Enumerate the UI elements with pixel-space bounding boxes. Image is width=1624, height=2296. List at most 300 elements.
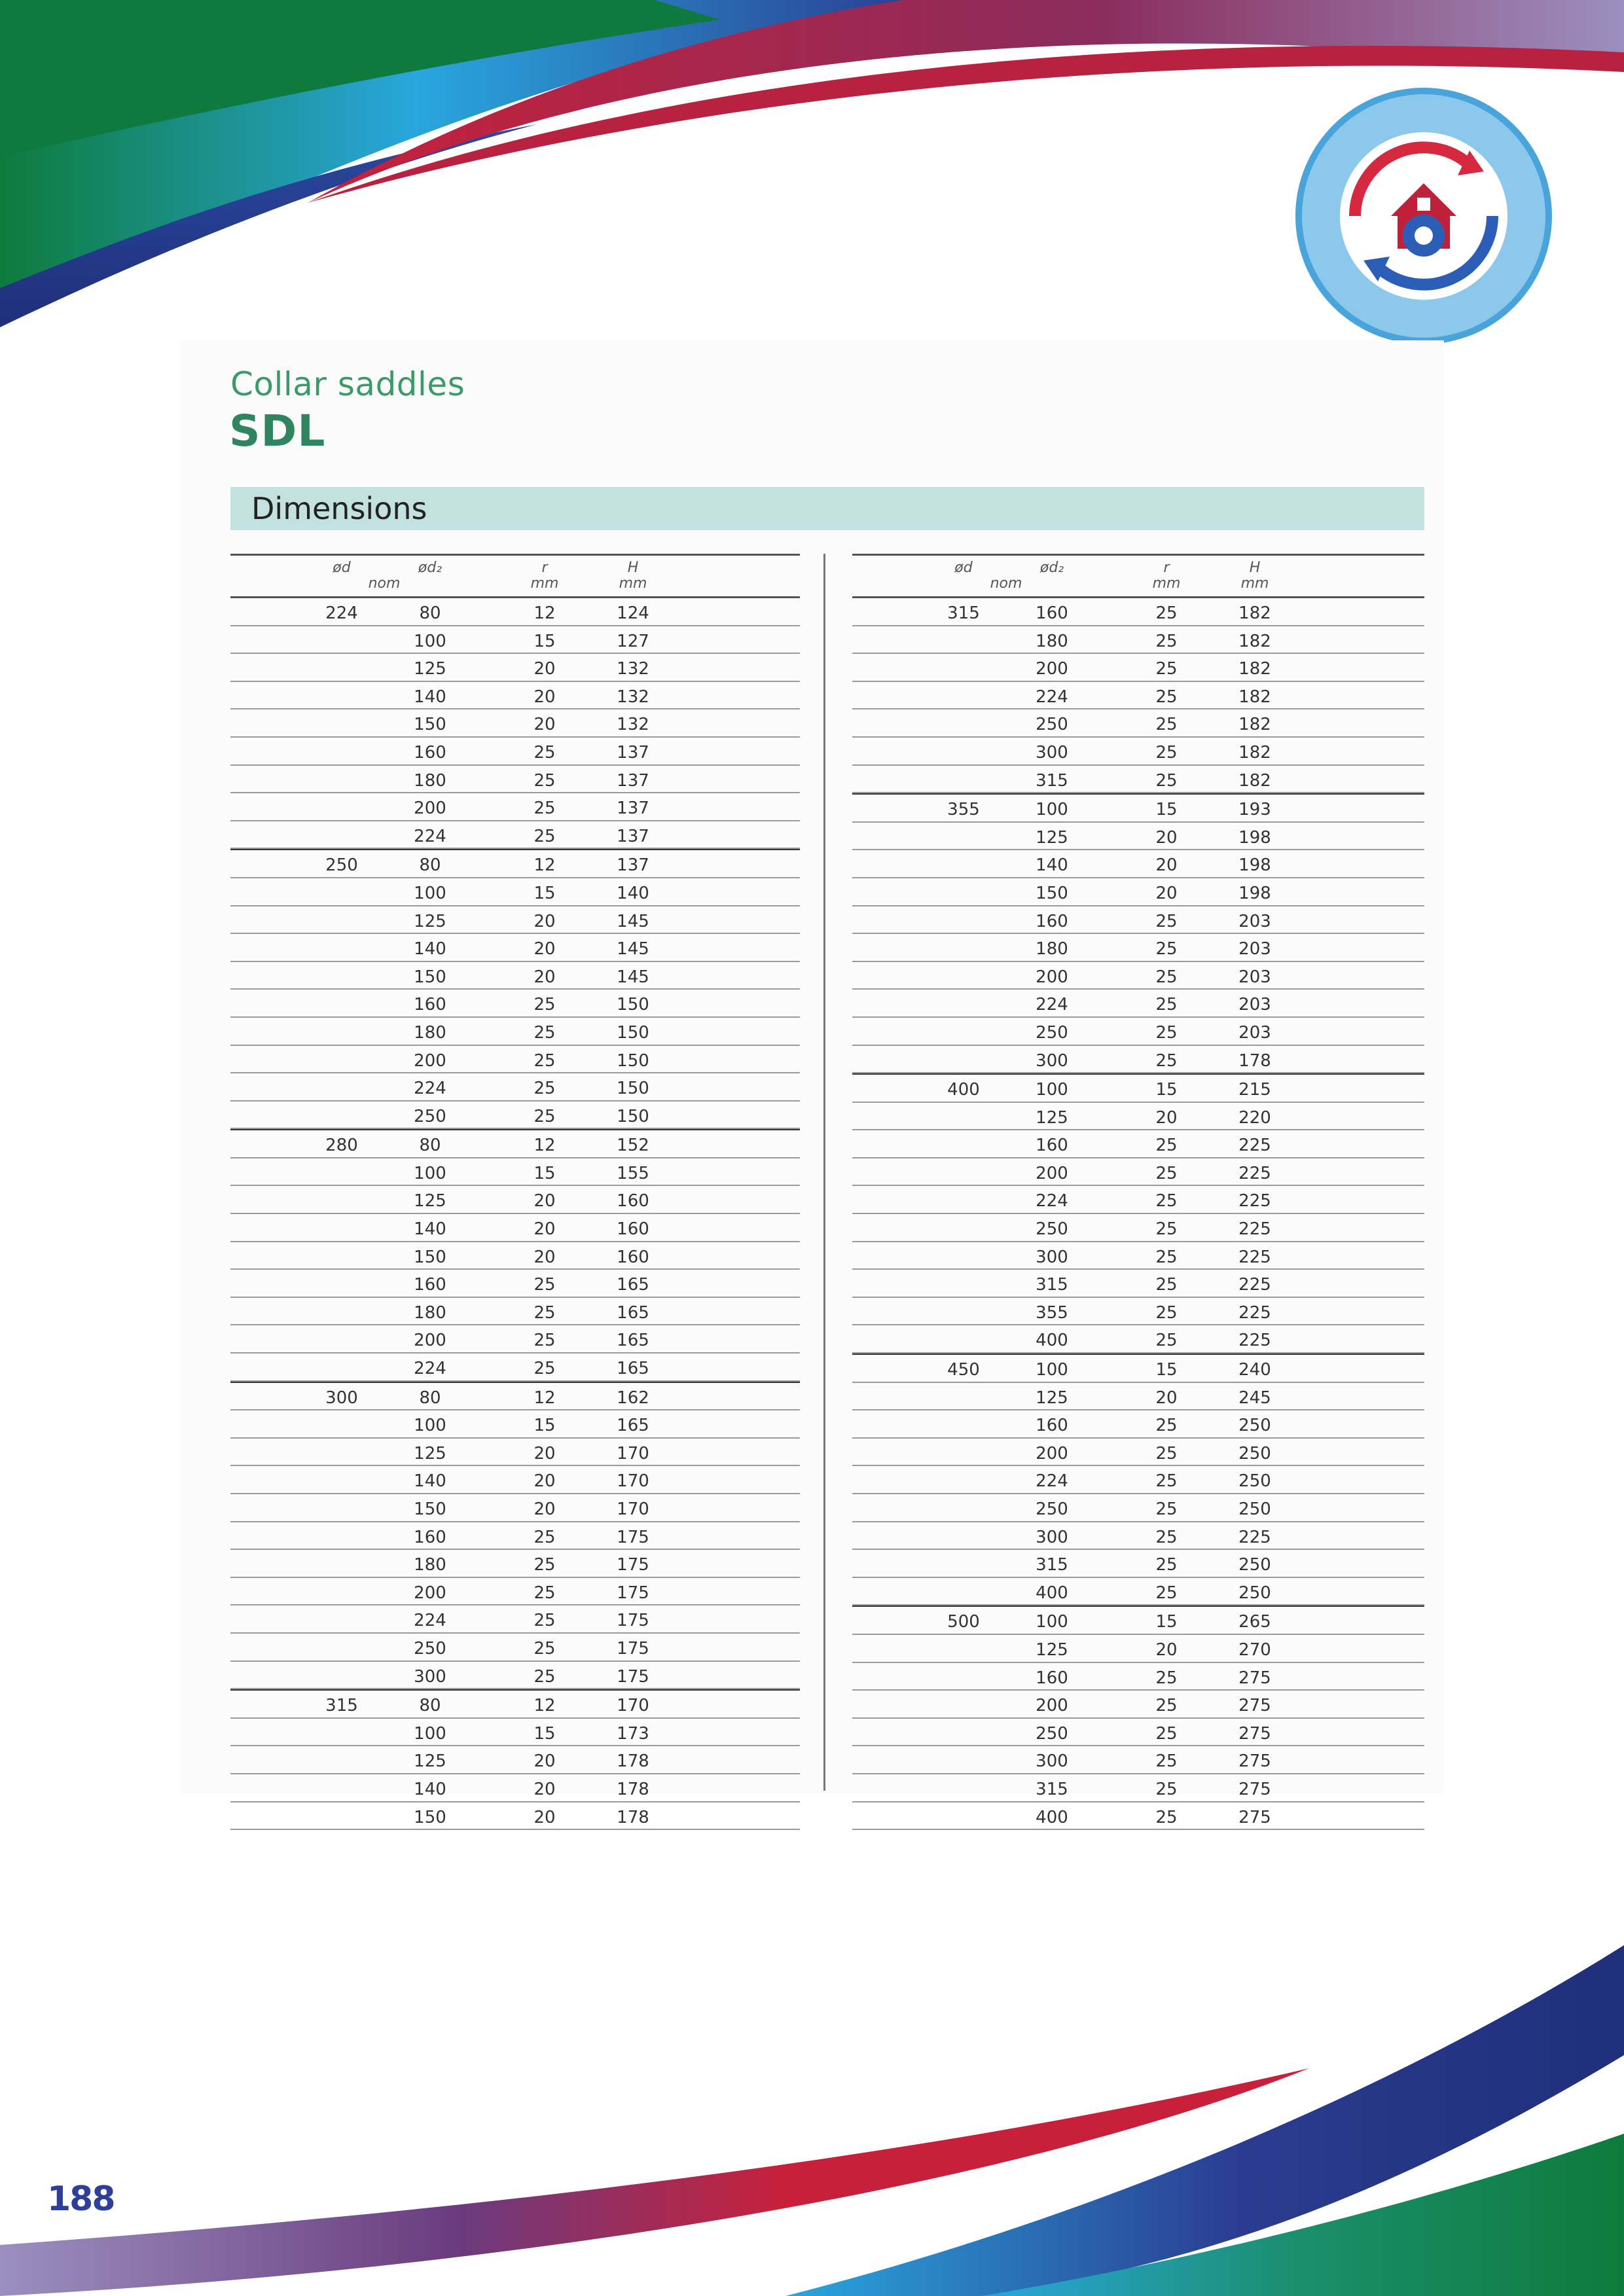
cell-h: 137 xyxy=(617,855,649,876)
cell-r: 25 xyxy=(533,1583,556,1603)
cell-d2: 140 xyxy=(414,1471,446,1492)
cell-h: 170 xyxy=(617,1499,649,1519)
cell-r: 25 xyxy=(533,1555,556,1575)
table-row xyxy=(852,1635,1424,1663)
table-row xyxy=(852,709,1424,738)
cell-r: 25 xyxy=(533,1106,556,1126)
cell-h: 182 xyxy=(1238,742,1271,762)
cell-r: 20 xyxy=(533,1779,556,1799)
table-row xyxy=(852,1439,1424,1467)
cell-h: 215 xyxy=(1238,1080,1271,1100)
cell-d2: 300 xyxy=(414,1666,446,1687)
cell-d2: 160 xyxy=(1036,1416,1068,1436)
cell-h: 240 xyxy=(1238,1360,1271,1380)
cell-d2: 224 xyxy=(1036,995,1068,1015)
cell-d2: 250 xyxy=(1036,1219,1068,1240)
table-row xyxy=(230,1158,800,1187)
cell-r: 20 xyxy=(1155,1388,1178,1408)
table-row xyxy=(230,1605,800,1634)
table-row xyxy=(852,1605,1424,1635)
cell-d2: 160 xyxy=(414,1275,446,1295)
cell-r: 25 xyxy=(1155,687,1178,707)
cell-r: 25 xyxy=(1155,1443,1178,1463)
cell-r: 25 xyxy=(533,826,556,846)
cell-d2: 150 xyxy=(414,1499,446,1519)
cell-d2: 250 xyxy=(414,1106,446,1126)
cell-h: 124 xyxy=(617,603,649,623)
cell-d2: 400 xyxy=(1036,1583,1068,1603)
cell-d: 400 xyxy=(947,1080,980,1100)
cell-d2: 224 xyxy=(1036,1191,1068,1211)
cell-d2: 140 xyxy=(414,687,446,707)
cell-r: 12 xyxy=(533,603,556,623)
cell-h: 225 xyxy=(1238,1219,1271,1240)
table-row xyxy=(852,1494,1424,1522)
cell-r: 25 xyxy=(1155,1471,1178,1492)
cell-h: 175 xyxy=(617,1611,649,1631)
cell-d2: 140 xyxy=(414,1779,446,1799)
table-row xyxy=(852,906,1424,935)
cell-r: 25 xyxy=(1155,659,1178,679)
cell-d2: 100 xyxy=(414,1723,446,1744)
cell-d2: 400 xyxy=(1036,1807,1068,1827)
table-row xyxy=(230,1662,800,1690)
cell-h: 145 xyxy=(617,939,649,960)
cell-r: 12 xyxy=(533,855,556,876)
cell-r: 25 xyxy=(1155,1331,1178,1351)
cell-h: 127 xyxy=(617,631,649,651)
table-row xyxy=(852,878,1424,906)
table-row xyxy=(852,738,1424,766)
cell-h: 225 xyxy=(1238,1163,1271,1183)
cell-h: 225 xyxy=(1238,1275,1271,1295)
cell-d2: 300 xyxy=(1036,1050,1068,1071)
table-row xyxy=(852,1073,1424,1103)
cell-h: 150 xyxy=(617,995,649,1015)
cell-d: 315 xyxy=(947,603,980,623)
cell-d2: 100 xyxy=(1036,1612,1068,1632)
table-row xyxy=(852,962,1424,990)
table-row xyxy=(852,1242,1424,1270)
cell-h: 245 xyxy=(1238,1388,1271,1408)
bottom-decorative-swoosh xyxy=(0,1937,1624,2296)
table-row xyxy=(230,849,800,878)
table-header xyxy=(852,556,1424,598)
cell-r: 25 xyxy=(1155,1275,1178,1295)
table-row xyxy=(852,766,1424,794)
cell-d2: 315 xyxy=(1036,1275,1068,1295)
col-header-r-unit: mm xyxy=(530,575,559,592)
cell-h: 225 xyxy=(1238,1136,1271,1156)
table-row xyxy=(852,823,1424,851)
table-header xyxy=(230,556,800,598)
product-subtitle: Collar saddles xyxy=(230,365,465,403)
cell-h: 155 xyxy=(617,1163,649,1183)
cell-r: 25 xyxy=(1155,1499,1178,1519)
table-row xyxy=(852,1466,1424,1494)
table-row xyxy=(230,1689,800,1719)
cell-r: 25 xyxy=(533,1666,556,1687)
table-row xyxy=(852,1774,1424,1803)
table-row xyxy=(852,654,1424,682)
cell-r: 20 xyxy=(533,1443,556,1463)
cell-d2: 300 xyxy=(1036,1527,1068,1547)
cell-r: 20 xyxy=(533,939,556,960)
cell-r: 15 xyxy=(1155,1080,1178,1100)
cell-d: 300 xyxy=(325,1388,358,1408)
cell-r: 25 xyxy=(533,798,556,819)
cell-r: 15 xyxy=(533,1163,556,1183)
cell-h: 165 xyxy=(617,1302,649,1323)
table-row xyxy=(230,1073,800,1102)
col-header-r-unit: mm xyxy=(1152,575,1181,592)
cell-d2: 200 xyxy=(414,1583,446,1603)
cell-d2: 150 xyxy=(414,1247,446,1267)
cell-r: 15 xyxy=(1155,800,1178,820)
cell-h: 175 xyxy=(617,1638,649,1659)
cell-r: 20 xyxy=(533,1751,556,1772)
table-row xyxy=(230,1129,800,1158)
table-row xyxy=(852,1046,1424,1074)
cell-d2: 80 xyxy=(419,1136,441,1156)
table-row xyxy=(852,1663,1424,1691)
col-header-d2: ød₂ xyxy=(418,560,442,576)
cell-h: 225 xyxy=(1238,1302,1271,1323)
cell-d2: 160 xyxy=(1036,1668,1068,1688)
table-row xyxy=(230,1803,800,1831)
cell-d2: 150 xyxy=(414,1807,446,1827)
table-row xyxy=(852,850,1424,878)
table-row xyxy=(230,766,800,794)
cell-r: 25 xyxy=(1155,1022,1178,1043)
cell-d2: 150 xyxy=(1036,883,1068,903)
table-row xyxy=(852,793,1424,823)
cell-d2: 100 xyxy=(414,1163,446,1183)
cell-d2: 150 xyxy=(414,715,446,735)
cell-r: 12 xyxy=(533,1136,556,1156)
cell-h: 225 xyxy=(1238,1331,1271,1351)
cell-r: 25 xyxy=(533,1611,556,1631)
cell-d2: 200 xyxy=(1036,1443,1068,1463)
cell-r: 20 xyxy=(533,1219,556,1240)
cell-r: 20 xyxy=(533,911,556,931)
cell-d: 250 xyxy=(325,855,358,876)
cell-h: 250 xyxy=(1238,1471,1271,1492)
cell-r: 20 xyxy=(533,687,556,707)
cell-h: 165 xyxy=(617,1275,649,1295)
cell-r: 25 xyxy=(1155,742,1178,762)
cell-d2: 160 xyxy=(414,1527,446,1547)
table-row xyxy=(230,1298,800,1326)
cell-d2: 355 xyxy=(1036,1302,1068,1323)
col-header-nom: nom xyxy=(990,575,1022,592)
section-title: Dimensions xyxy=(251,491,427,526)
cell-d2: 125 xyxy=(1036,1388,1068,1408)
table-row xyxy=(230,793,800,821)
cell-h: 175 xyxy=(617,1583,649,1603)
cell-h: 225 xyxy=(1238,1527,1271,1547)
cell-d2: 300 xyxy=(1036,1751,1068,1772)
table-row xyxy=(852,1522,1424,1551)
cell-d2: 224 xyxy=(1036,687,1068,707)
cell-h: 160 xyxy=(617,1219,649,1240)
cell-d2: 200 xyxy=(1036,1696,1068,1716)
cell-h: 170 xyxy=(617,1443,649,1463)
table-row xyxy=(852,1214,1424,1242)
table-row xyxy=(852,1383,1424,1411)
cell-r: 25 xyxy=(1155,1723,1178,1744)
cell-h: 203 xyxy=(1238,911,1271,931)
cell-h: 150 xyxy=(617,1079,649,1099)
cell-d2: 180 xyxy=(1036,939,1068,960)
cell-r: 20 xyxy=(1155,1107,1178,1128)
table-row xyxy=(230,934,800,962)
table-row xyxy=(852,626,1424,655)
col-header-nom: nom xyxy=(368,575,401,592)
cell-h: 132 xyxy=(617,687,649,707)
cell-r: 25 xyxy=(1155,1163,1178,1183)
cell-h: 182 xyxy=(1238,687,1271,707)
page-number: 188 xyxy=(47,2179,115,2219)
cell-r: 12 xyxy=(533,1696,556,1716)
cell-r: 25 xyxy=(533,770,556,791)
cell-h: 182 xyxy=(1238,659,1271,679)
cell-r: 25 xyxy=(1155,770,1178,791)
cell-r: 25 xyxy=(533,1302,556,1323)
cell-h: 152 xyxy=(617,1136,649,1156)
col-header-h: H xyxy=(1249,560,1261,576)
cell-h: 175 xyxy=(617,1555,649,1575)
table-row xyxy=(852,1018,1424,1046)
cell-d2: 160 xyxy=(1036,911,1068,931)
col-header-h: H xyxy=(627,560,639,576)
table-row xyxy=(230,1746,800,1774)
cell-d2: 180 xyxy=(414,770,446,791)
col-header-d: ød xyxy=(954,560,973,576)
cell-d2: 180 xyxy=(414,1302,446,1323)
cell-d2: 160 xyxy=(1036,603,1068,623)
cell-d2: 224 xyxy=(414,1611,446,1631)
table-row xyxy=(230,1719,800,1747)
cell-h: 193 xyxy=(1238,800,1271,820)
cell-d2: 100 xyxy=(1036,1080,1068,1100)
cell-h: 225 xyxy=(1238,1247,1271,1267)
cell-d2: 300 xyxy=(1036,742,1068,762)
cell-h: 182 xyxy=(1238,770,1271,791)
cell-d: 224 xyxy=(325,603,358,623)
table-row xyxy=(852,1578,1424,1606)
cell-r: 25 xyxy=(1155,1668,1178,1688)
table-row xyxy=(230,1578,800,1606)
cell-h: 132 xyxy=(617,715,649,735)
cell-d2: 200 xyxy=(414,798,446,819)
cell-r: 25 xyxy=(1155,603,1178,623)
table-row xyxy=(852,1691,1424,1719)
cell-r: 25 xyxy=(1155,1555,1178,1575)
cell-h: 275 xyxy=(1238,1723,1271,1744)
cell-h: 162 xyxy=(617,1388,649,1408)
cell-h: 150 xyxy=(617,1106,649,1126)
cell-d2: 200 xyxy=(1036,659,1068,679)
cell-h: 198 xyxy=(1238,883,1271,903)
cell-d2: 125 xyxy=(1036,827,1068,848)
col-header-r: r xyxy=(1163,560,1170,576)
cell-d: 280 xyxy=(325,1136,358,1156)
dimensions-table-left xyxy=(230,554,800,1830)
cell-h: 182 xyxy=(1238,715,1271,735)
cell-r: 25 xyxy=(1155,715,1178,735)
table-row xyxy=(230,1634,800,1662)
cell-r: 15 xyxy=(1155,1360,1178,1380)
cell-d2: 100 xyxy=(414,883,446,903)
cell-h: 203 xyxy=(1238,1022,1271,1043)
table-row xyxy=(852,1803,1424,1831)
cell-r: 25 xyxy=(533,995,556,1015)
cell-r: 20 xyxy=(1155,883,1178,903)
cell-r: 25 xyxy=(1155,1416,1178,1436)
cell-r: 25 xyxy=(533,1331,556,1351)
cell-d: 315 xyxy=(325,1696,358,1716)
cell-r: 25 xyxy=(1155,911,1178,931)
cell-d2: 100 xyxy=(414,1416,446,1436)
table-row xyxy=(852,1186,1424,1214)
cell-r: 15 xyxy=(533,631,556,651)
cell-h: 275 xyxy=(1238,1668,1271,1688)
cell-r: 25 xyxy=(1155,967,1178,987)
cell-h: 178 xyxy=(617,1779,649,1799)
cell-d2: 100 xyxy=(414,631,446,651)
table-row xyxy=(852,1298,1424,1326)
cell-r: 25 xyxy=(1155,1527,1178,1547)
cell-d2: 250 xyxy=(1036,1499,1068,1519)
cell-d2: 160 xyxy=(414,995,446,1015)
cell-h: 182 xyxy=(1238,603,1271,623)
table-row xyxy=(230,1102,800,1130)
cell-r: 25 xyxy=(533,1050,556,1071)
cell-r: 25 xyxy=(1155,1136,1178,1156)
cell-d2: 200 xyxy=(1036,967,1068,987)
cell-r: 25 xyxy=(1155,1696,1178,1716)
cell-d2: 150 xyxy=(414,967,446,987)
cell-d2: 125 xyxy=(1036,1107,1068,1128)
cell-r: 25 xyxy=(1155,1247,1178,1267)
cell-h: 250 xyxy=(1238,1416,1271,1436)
cell-r: 20 xyxy=(533,967,556,987)
cell-d2: 200 xyxy=(414,1331,446,1351)
cell-r: 20 xyxy=(533,1247,556,1267)
cell-d2: 315 xyxy=(1036,1779,1068,1799)
cell-h: 250 xyxy=(1238,1555,1271,1575)
cell-r: 20 xyxy=(1155,827,1178,848)
table-row xyxy=(852,1719,1424,1747)
cell-h: 178 xyxy=(617,1807,649,1827)
cell-r: 25 xyxy=(1155,939,1178,960)
table-row xyxy=(230,1214,800,1242)
cell-d2: 200 xyxy=(414,1050,446,1071)
cell-d2: 160 xyxy=(1036,1136,1068,1156)
cell-r: 20 xyxy=(533,1499,556,1519)
col-header-r: r xyxy=(541,560,548,576)
cell-h: 137 xyxy=(617,742,649,762)
table-row xyxy=(230,1439,800,1467)
cell-r: 25 xyxy=(1155,1807,1178,1827)
cell-d2: 200 xyxy=(1036,1163,1068,1183)
table-row xyxy=(852,1325,1424,1354)
cell-r: 12 xyxy=(533,1388,556,1408)
cell-h: 220 xyxy=(1238,1107,1271,1128)
cell-d2: 250 xyxy=(1036,1022,1068,1043)
table-row xyxy=(230,1186,800,1214)
col-header-h-unit: mm xyxy=(1240,575,1269,592)
cell-d2: 300 xyxy=(1036,1247,1068,1267)
table-row xyxy=(852,1270,1424,1298)
cell-h: 165 xyxy=(617,1416,649,1436)
table-row xyxy=(230,1270,800,1298)
cell-r: 15 xyxy=(533,1723,556,1744)
cell-h: 145 xyxy=(617,967,649,987)
cell-h: 182 xyxy=(1238,631,1271,651)
table-row xyxy=(230,906,800,935)
table-row xyxy=(852,1354,1424,1383)
cell-r: 25 xyxy=(533,1022,556,1043)
cell-h: 140 xyxy=(617,883,649,903)
cell-h: 175 xyxy=(617,1527,649,1547)
cell-h: 178 xyxy=(1238,1050,1271,1071)
cell-d2: 315 xyxy=(1036,770,1068,791)
cell-r: 25 xyxy=(533,1275,556,1295)
cell-h: 250 xyxy=(1238,1499,1271,1519)
table-row xyxy=(230,1018,800,1046)
cell-h: 170 xyxy=(617,1471,649,1492)
cell-h: 173 xyxy=(617,1723,649,1744)
table-row xyxy=(230,682,800,710)
table-row xyxy=(230,1382,800,1411)
cell-h: 150 xyxy=(617,1022,649,1043)
cell-d2: 250 xyxy=(1036,1723,1068,1744)
cell-d2: 140 xyxy=(414,939,446,960)
cell-h: 198 xyxy=(1238,855,1271,876)
table-row xyxy=(230,990,800,1018)
table-row xyxy=(230,1494,800,1522)
cell-h: 160 xyxy=(617,1191,649,1211)
cell-h: 203 xyxy=(1238,995,1271,1015)
cell-r: 25 xyxy=(533,1527,556,1547)
table-row xyxy=(852,1410,1424,1439)
cell-d2: 180 xyxy=(414,1555,446,1575)
table-row xyxy=(230,709,800,738)
cell-d2: 315 xyxy=(1036,1555,1068,1575)
cell-d2: 224 xyxy=(414,1359,446,1379)
cell-d: 450 xyxy=(947,1360,980,1380)
cell-d2: 224 xyxy=(414,826,446,846)
cell-d2: 80 xyxy=(419,1388,441,1408)
cell-r: 20 xyxy=(1155,855,1178,876)
cell-h: 275 xyxy=(1238,1779,1271,1799)
table-row xyxy=(852,1158,1424,1187)
cell-r: 20 xyxy=(533,1807,556,1827)
cell-h: 198 xyxy=(1238,827,1271,848)
table-row xyxy=(852,682,1424,710)
cell-r: 25 xyxy=(533,742,556,762)
cell-r: 20 xyxy=(533,1471,556,1492)
cell-r: 20 xyxy=(533,715,556,735)
cell-h: 175 xyxy=(617,1666,649,1687)
cell-r: 15 xyxy=(1155,1612,1178,1632)
cell-h: 265 xyxy=(1238,1612,1271,1632)
cell-h: 165 xyxy=(617,1359,649,1379)
cell-r: 25 xyxy=(1155,1191,1178,1211)
cell-d2: 180 xyxy=(414,1022,446,1043)
